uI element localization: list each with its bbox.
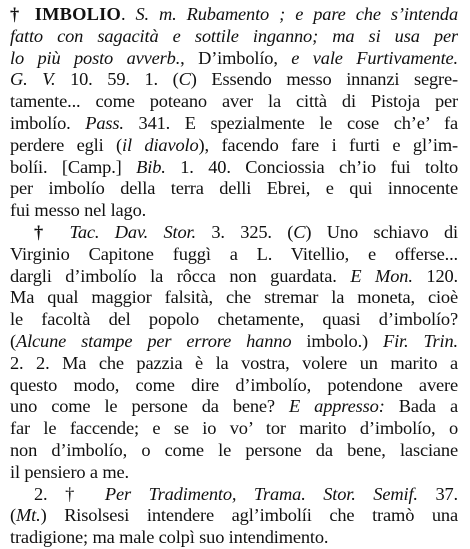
text-segment: ( <box>10 505 16 526</box>
text-line <box>10 113 458 135</box>
text-segment: ), facendo fare i furti e gl’im- <box>198 134 458 155</box>
text-segment: dargli d’imbolío la rôcca non guardata. <box>10 265 351 286</box>
text-segment: 10. 59. 1. ( <box>55 69 179 90</box>
text-segment: ( <box>10 330 16 351</box>
headword: IMBOLIO <box>34 4 121 24</box>
text-line <box>10 4 458 26</box>
text-segment: perdere egli ( <box>10 134 123 155</box>
text-line <box>10 266 458 288</box>
text-segment: imbolío. <box>10 112 86 133</box>
text-segment: imbolo.) <box>291 330 384 351</box>
italic-text: Per Tradimento, Trama. Stor. Semif. <box>104 483 418 504</box>
italic-text: lo più posto avverb. <box>10 47 181 68</box>
text-line <box>10 484 458 506</box>
text-line <box>10 69 458 91</box>
italic-text: fatto con sagacità e sottile inganno; ma si usa per <box>10 25 458 46</box>
italic-text: E Mon. <box>350 265 413 286</box>
text-segment: Virginio Capitone fuggì a L. Vitellio, e offerse... <box>10 243 458 264</box>
text-segment: il pensiero a me. <box>10 461 129 482</box>
italic-text: S. m. Rubamento ; e pare che s’intenda <box>135 4 458 24</box>
text-line <box>10 26 458 48</box>
text-line <box>10 353 458 375</box>
text-segment: uno come le persone da bene? <box>10 396 290 417</box>
italic-text: Pass. <box>85 112 124 133</box>
italic-text: Mt. <box>15 505 41 526</box>
text-segment: per imbolío della terra delli Ebrei, e qui innocente <box>10 178 458 199</box>
text-segment: ) Essendo messo innanzi segre- <box>190 69 458 90</box>
text-segment: tradigione; ma male colpì suo intendimento. <box>10 527 329 548</box>
text-segment: Bada a <box>384 396 458 417</box>
italic-text: Alcune stampe per errore hanno <box>15 330 292 351</box>
text-segment: bolíi. [Camp.] <box>10 156 137 177</box>
italic-text: G. V. <box>10 69 56 90</box>
dictionary-entry-imbolio <box>10 4 458 549</box>
text-line <box>10 462 458 484</box>
text-segment: far le faccende; e se io vo’ tor marito d’imbolío, o <box>10 418 458 439</box>
text-segment: . <box>120 4 136 24</box>
text-line <box>10 91 458 113</box>
text-line <box>10 48 458 70</box>
text-segment: Ma qual maggior falsità, che stremar la moneta, cioè <box>10 287 458 308</box>
text-segment: ) Risolsesi intendere agl’imbolíi che tramò una <box>40 505 458 526</box>
italic-text: e vale Furtivamente. <box>291 47 458 68</box>
italic-text: il diavolo <box>122 134 199 155</box>
text-segment: 120. <box>412 265 458 286</box>
text-segment: 3. 325. ( <box>195 221 294 242</box>
text-line <box>10 200 458 222</box>
text-line <box>10 505 458 527</box>
text-line <box>10 178 458 200</box>
text-segment: 37. <box>417 483 458 504</box>
text-segment: ) Uno schiavo di <box>305 221 458 242</box>
text-line <box>10 309 458 331</box>
text-line <box>10 375 458 397</box>
text-line <box>10 440 458 462</box>
text-line <box>10 157 458 179</box>
text-line <box>10 222 458 244</box>
text-segment: , D’imbolío, <box>180 47 292 68</box>
italic-text: Tac. Dav. Stor. <box>69 221 196 242</box>
text-line <box>10 527 458 549</box>
text-line <box>10 418 458 440</box>
text-segment: 2. † <box>34 483 105 504</box>
italic-text: C <box>293 221 306 242</box>
text-segment: le facoltà del popolo chetamente, quasi d’imbolío? <box>10 309 458 330</box>
text-segment: † <box>10 4 35 24</box>
text-line <box>10 396 458 418</box>
text-segment: 1. 40. Conciossia ch’io fui tolto <box>165 156 458 177</box>
text-segment: fui messo nel lago. <box>10 200 147 221</box>
text-line <box>10 287 458 309</box>
text-segment: non d’imbolío, o come le persone da bene, lasciane <box>10 439 458 460</box>
text-line <box>10 135 458 157</box>
text-segment: 341. E spezialmente le cose ch’e’ fa <box>123 112 458 133</box>
text-segment: 2. 2. Ma che pazzia è la vostra, volere un marito a <box>10 352 458 373</box>
italic-text: Fir. Trin. <box>383 330 458 351</box>
italic-text: C <box>178 69 191 90</box>
text-line <box>10 244 458 266</box>
italic-text: Bib. <box>136 156 166 177</box>
text-segment: questo modo, come dire d’imbolío, potendone avere <box>10 374 458 395</box>
text-line <box>10 331 458 353</box>
text-segment: † <box>34 221 70 242</box>
italic-text: E appresso: <box>289 396 385 417</box>
text-segment: tamente... come poteano aver la città di Pistoja per <box>10 91 458 112</box>
